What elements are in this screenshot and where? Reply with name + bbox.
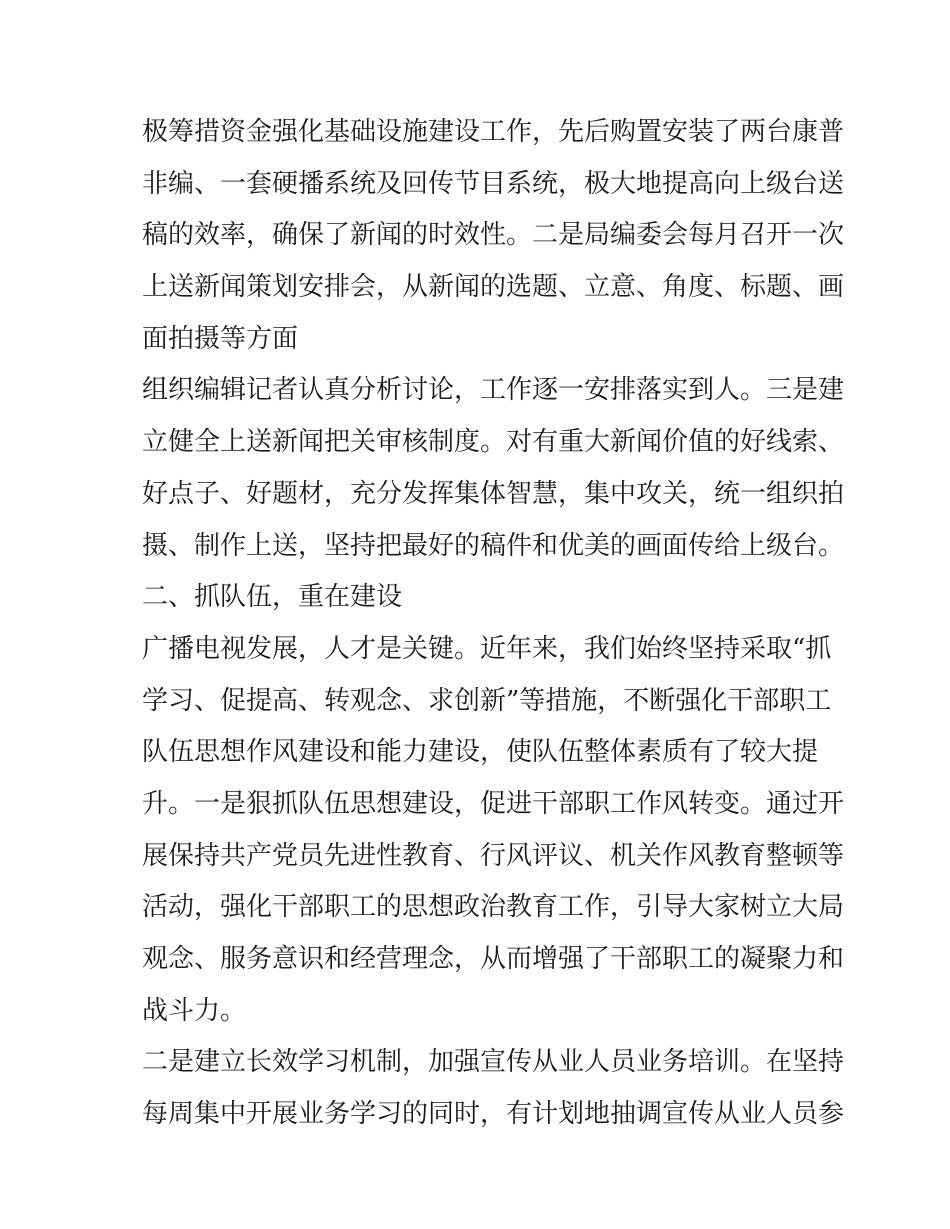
document-body: [142, 107, 845, 1141]
text-line: 面拍摄等方面: [142, 323, 299, 354]
text-line: 每周集中开展业务学习的同时，有计划地抽调宣传从业人员参: [142, 1099, 845, 1130]
text-line: 队伍思想作风建设和能力建设，使队伍整体素质有了较大提: [142, 737, 819, 768]
text-line: 观念、服务意识和经营理念，从而增强了干部职工的凝聚力和: [142, 944, 845, 974]
section-heading: 二、抓队伍，重在建设: [142, 582, 403, 613]
text-line: 稿的效率，确保了新闻的时效性。二是局编委会每月召开一次: [142, 220, 845, 251]
text-line: 非编、一套硬播系统及回传节目系统，极大地提高向上级台送: [142, 168, 845, 199]
text-line: 升。一是狠抓队伍思想建设，促进干部职工作风转变。通过开: [142, 788, 845, 819]
text-line: 好点子、好题材，充分发挥集体智慧，集中攻关，统一组织拍: [142, 478, 845, 509]
text-line: 展保持共产党员先进性教育、行风评议、机关作风教育整顿等: [142, 840, 845, 871]
text-line: 广播电视发展，人才是关键。近年来，我们始终坚持采取“抓: [142, 633, 832, 664]
text-line: 活动，强化干部职工的思想政治教育工作，引导大家树立大局: [142, 892, 845, 923]
text-line: 上送新闻策划安排会，从新闻的选题、立意、角度、标题、画: [142, 272, 845, 303]
text-line: 学习、促提高、转观念、求创新”等措施，不断强化干部职工: [142, 685, 832, 716]
text-line: 立健全上送新闻把关审核制度。对有重大新闻价值的好线索、: [142, 427, 845, 458]
text-line: 极筹措资金强化基础设施建设工作，先后购置安装了两台康普: [142, 117, 845, 147]
text-line: 摄、制作上送，坚持把最好的稿件和优美的画面传给上级台。: [142, 530, 845, 561]
text-line: 组织编辑记者认真分析讨论，工作逐一安排落实到人。三是建: [142, 375, 845, 406]
text-line: 战斗力。: [142, 995, 247, 1026]
text-line: 二是建立长效学习机制，加强宣传从业人员业务培训。在坚持: [142, 1047, 845, 1078]
